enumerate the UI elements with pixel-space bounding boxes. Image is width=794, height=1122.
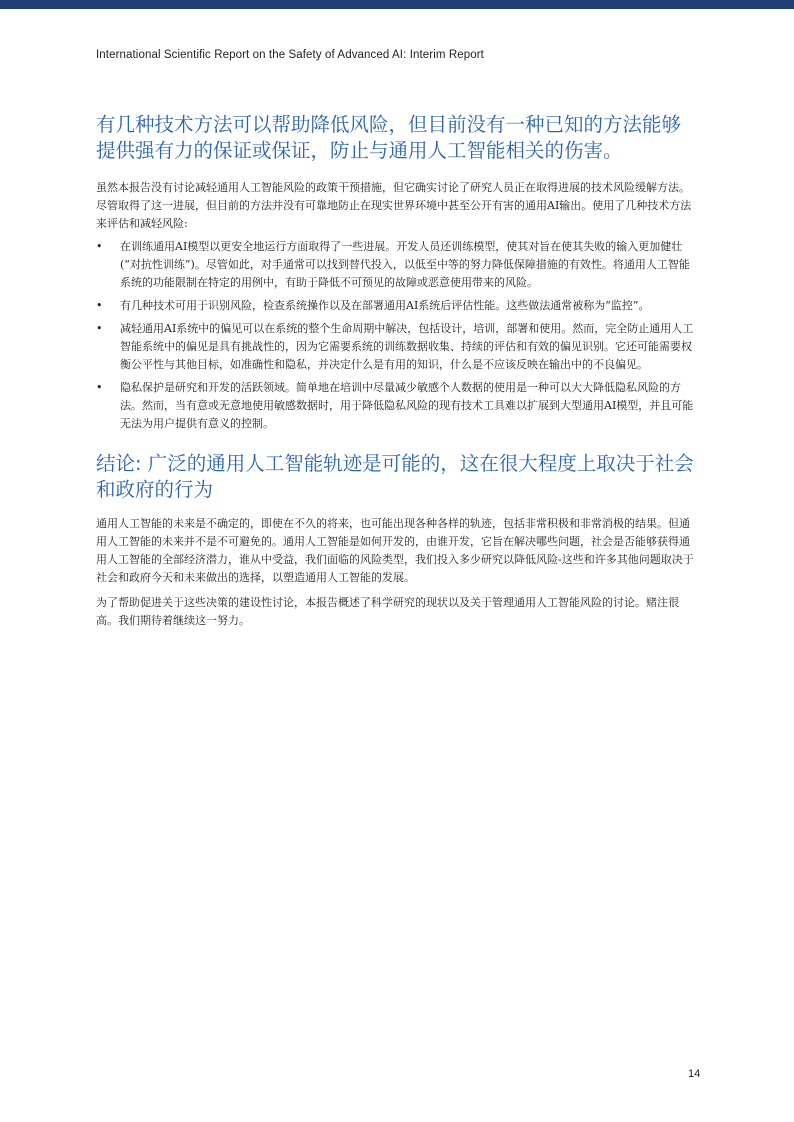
bullet-icon: • <box>96 322 103 335</box>
conclusion-paragraph: 通用人工智能的未来是不确定的，即使在不久的将来，也可能出现各种各样的轨迹，包括非常积极和非常消极的结果。但通用人工智能的未来并不是不可避免的。通用人工智能是如何开发的，由谁开发，它旨在解决哪些问题，社会是否能够获得通用人工智能的全部经济潜力，谁从中受益，我们面临的风险类型，我们投入多少研究以降低风险-这些和许多其他问题取决于社会和政府今天和未来做出的选择，以塑造通用人工智能的发展。 <box>96 517 694 584</box>
bullet-list <box>96 238 696 433</box>
bullet-icon: • <box>96 299 103 312</box>
list-item <box>96 297 696 315</box>
list-item <box>96 379 696 433</box>
intro-paragraph: 虽然本报告没有讨论减轻通用人工智能风险的政策干预措施，但它确实讨论了研究人员正在取得进展的技术风险缓解方法。尽管取得了这一进展，但目前的方法并没有可靠地防止在现实世界环境中甚至公开有害的通用AI输出。使用了几种技术方法来评估和减轻风险: <box>96 181 692 230</box>
list-item <box>96 320 696 374</box>
top-color-bar <box>0 0 794 9</box>
closing-paragraph: 为了帮助促进关于这些决策的建设性讨论，本报告概述了科学研究的现状以及关于管理通用人工智能风险的讨论。赌注很高。我们期待着继续这一努力。 <box>96 596 679 627</box>
list-item-text: 在训练通用AI模型以更安全地运行方面取得了一些进展。开发人员还训练模型，使其对旨在使其失败的输入更加健壮 (“对抗性训练”)。尽管如此，对手通常可以找到替代投入，以低至中等的努力降低保障措施的有效性。将通用人工智能系统的功能限制在特定的用例中，有助于降低不可预见的故障或恶意使用带来的风险。 <box>120 240 690 289</box>
page-number: 14 <box>688 1068 701 1080</box>
page-content <box>96 112 696 630</box>
bullet-icon: • <box>96 381 103 394</box>
list-item <box>96 238 696 292</box>
section-heading-conclusion: 结论: 广泛的通用人工智能轨迹是可能的，这在很大程度上取决于社会和政府的行为 <box>96 452 694 501</box>
list-item-text: 隐私保护是研究和开发的活跃领域。简单地在培训中尽量减少敏感个人数据的使用是一种可以大大降低隐私风险的方法。然而，当有意或无意地使用敏感数据时，用于降低隐私风险的现有技术工具难以扩展到大型通用AI模型，并且可能无法为用户提供有意义的控制。 <box>120 381 694 430</box>
section-heading-risk-mitigation: 有几种技术方法可以帮助降低风险，但目前没有一种已知的方法能够提供强有力的保证或保证，防止与通用人工智能相关的伤害。 <box>96 113 682 162</box>
list-item-text: 减轻通用AI系统中的偏见可以在系统的整个生命周期中解决，包括设计，培训，部署和使用。然而，完全防止通用人工智能系统中的偏见是具有挑战性的，因为它需要系统的训练数据收集、持续的评估和有效的偏见识别。它还可能需要权衡公平性与其他目标，如准确性和隐私，并决定什么是有用的知识，什么是不应该反映在输出中的不良偏见。 <box>120 322 694 371</box>
list-item-text: 有几种技术可用于识别风险，检查系统操作以及在部署通用AI系统后评估性能。这些做法通常被称为“监控”。 <box>120 299 650 312</box>
running-header-title: International Scientific Report on the Safety of Advanced AI: Interim Report <box>96 49 484 61</box>
bullet-icon: • <box>96 240 103 253</box>
